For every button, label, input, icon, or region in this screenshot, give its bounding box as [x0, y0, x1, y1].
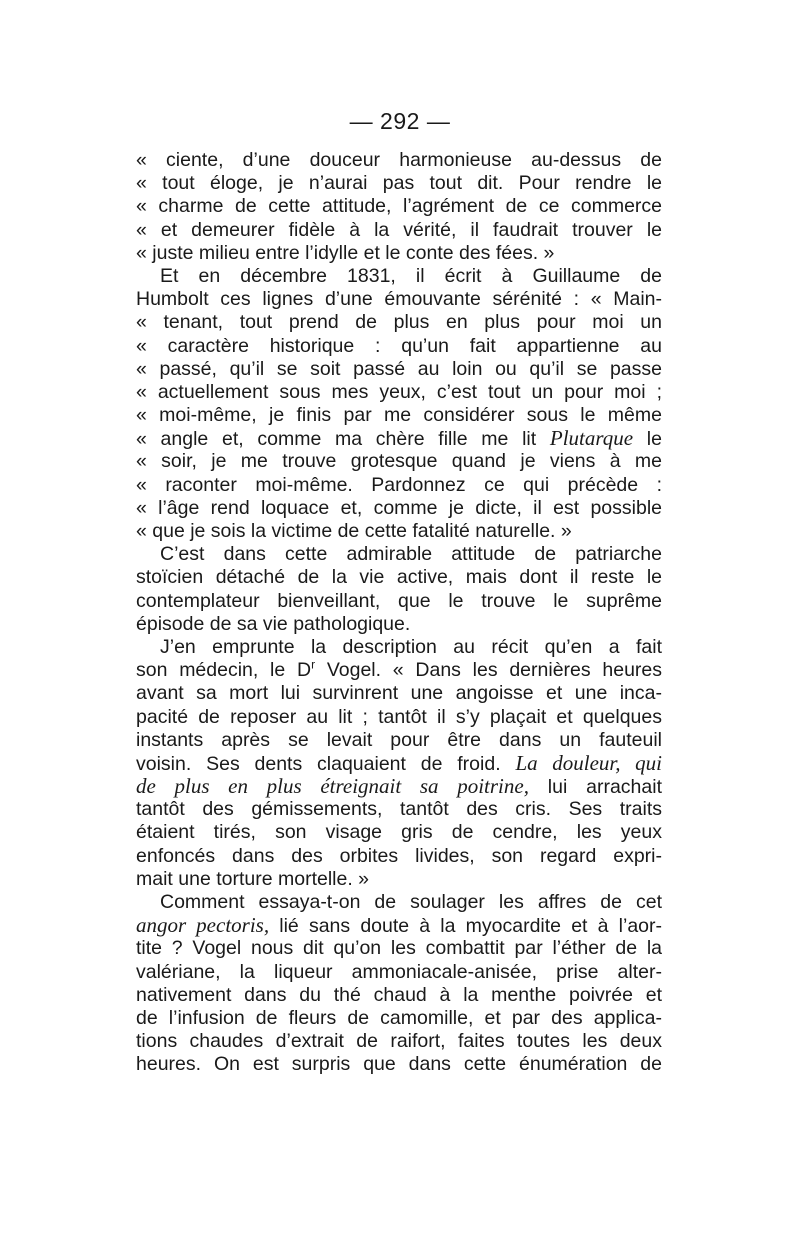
italic-text: de plus en plus étreignait sa poitrine,: [136, 775, 529, 799]
text-line: [136, 636, 662, 659]
text-segment: Et en décembre 1831, il écrit à Guillaume de: [160, 264, 662, 287]
text-segment: stoïcien détaché de la vie active, mais dont il reste le: [136, 566, 662, 589]
superscript: r: [311, 659, 316, 672]
text-segment: avant sa mort lui survinrent une angoisse et une inca-: [136, 682, 662, 705]
text-line: [136, 798, 662, 821]
text-line: [136, 520, 662, 543]
text-line: [136, 706, 662, 729]
text-line: [136, 961, 662, 984]
text-line: [136, 288, 662, 311]
text-segment: « et demeurer fidèle à la vérité, il faudrait trouver le: [136, 218, 662, 241]
text-line: [136, 149, 662, 172]
text-segment: tite ? Vogel nous dit qu’on les combattit par l’éther de la: [136, 937, 662, 960]
text-line: [136, 1007, 662, 1030]
text-segment: « charme de cette attitude, l’agrément de ce commerce: [136, 195, 662, 218]
text-segment: « que je sois la victime de cette fatalité naturelle. »: [136, 520, 572, 542]
text-segment: enfoncés dans des orbites livides, son regard expri-: [136, 844, 662, 867]
text-line: [136, 1053, 662, 1076]
text-segment: « angle et, comme ma chère fille me lit: [136, 428, 550, 451]
text-line: [136, 311, 662, 334]
text-line: [136, 752, 662, 775]
text-segment: « juste milieu entre l’idylle et le conte des fées. »: [136, 241, 555, 264]
text-segment: « actuellement sous mes yeux, c’est tout un pour moi ;: [136, 380, 662, 403]
italic-text: angor pectoris,: [136, 914, 270, 938]
text-line: [136, 590, 662, 613]
text-segment: son médecin, le D: [136, 659, 312, 682]
text-line: [136, 427, 662, 450]
text-line: [136, 613, 662, 636]
text-segment: « soir, je me trouve grotesque quand je viens à me: [136, 450, 662, 473]
text-line: [136, 821, 662, 844]
text-line: [136, 682, 662, 705]
text-line: [136, 474, 662, 497]
text-segment: de l’infusion de fleurs de camomille, et par des applica-: [136, 1006, 662, 1029]
text-segment: « tenant, tout prend de plus en plus pour moi un: [136, 311, 662, 334]
text-segment: « caractère historique : qu’un fait appartienne au: [136, 334, 662, 357]
text-line: [136, 381, 662, 404]
body-text: [136, 149, 662, 1077]
italic-text: Plutarque: [549, 427, 634, 451]
text-line: [136, 729, 662, 752]
text-line: [136, 845, 662, 868]
text-line: [136, 868, 662, 891]
text-line: [136, 566, 662, 589]
text-line: [136, 543, 662, 566]
text-line: [136, 219, 662, 242]
text-line: [136, 891, 662, 914]
text-segment: contemplateur bienveillant, que le trouve le suprême: [136, 589, 662, 612]
text-segment: lié sans doute à la myocardite et à l’aor-: [269, 915, 662, 938]
text-segment: instants après se levait pour être dans un fauteuil: [136, 728, 662, 751]
text-segment: Humbolt ces lignes d’une émouvante sérénité : « Main-: [136, 288, 662, 311]
text-segment: lui arrachait: [528, 776, 662, 799]
text-segment: pacité de reposer au lit ; tantôt il s’y plaçait et quelques: [136, 705, 662, 728]
text-segment: épisode de sa vie pathologique.: [136, 612, 411, 635]
text-segment: J’en emprunte la description au récit qu’en a fait: [160, 635, 662, 658]
text-segment: « passé, qu’il se soit passé au loin ou qu’il se passe: [136, 357, 662, 380]
text-line: [136, 172, 662, 195]
text-segment: « moi-même, je finis par me considérer sous le même: [136, 404, 662, 427]
text-segment: le: [633, 428, 662, 451]
text-segment: valériane, la liqueur ammoniacale-anisée, prise alter-: [136, 960, 662, 983]
text-segment: « tout éloge, je n’aurai pas tout dit. Pour rendre le: [136, 172, 662, 195]
text-line: [136, 450, 662, 473]
text-line: [136, 497, 662, 520]
text-segment: Vogel. « Dans les dernières heures: [315, 659, 662, 682]
text-segment: voisin. Ses dents claquaient de froid.: [136, 752, 516, 775]
text-line: [136, 775, 662, 798]
text-segment: heures. On est surpris que dans cette énumération de: [136, 1053, 662, 1076]
text-segment: Comment essaya-t-on de soulager les affres de cet: [160, 891, 662, 913]
text-segment: C’est dans cette admirable attitude de patriarche: [160, 543, 662, 566]
text-segment: étaient tirés, son visage gris de cendre, les yeux: [136, 821, 662, 844]
text-line: [136, 265, 662, 288]
text-line: [136, 242, 662, 265]
page-number: — 292 —: [349, 108, 451, 134]
text-segment: « ciente, d’une douceur harmonieuse au-dessus de: [136, 149, 662, 171]
text-line: [136, 1030, 662, 1053]
text-line: [136, 984, 662, 1007]
text-line: [136, 404, 662, 427]
text-segment: nativement dans du thé chaud à la menthe poivrée et: [136, 983, 662, 1006]
text-segment: mait une torture mortelle. »: [136, 867, 370, 890]
text-segment: « l’âge rend loquace et, comme je dicte, il est possible: [136, 496, 662, 519]
text-line: [136, 335, 662, 358]
text-line: [136, 358, 662, 381]
text-line: [136, 195, 662, 218]
text-segment: « raconter moi-même. Pardonnez ce qui précède :: [136, 473, 662, 496]
italic-text: La douleur, qui: [515, 751, 662, 775]
text-line: [136, 659, 662, 682]
text-segment: tions chaudes d’extrait de raifort, faites toutes les deux: [136, 1030, 662, 1053]
text-line: [136, 937, 662, 960]
text-segment: tantôt des gémissements, tantôt des cris. Ses traits: [136, 798, 662, 821]
text-line: [136, 914, 662, 937]
